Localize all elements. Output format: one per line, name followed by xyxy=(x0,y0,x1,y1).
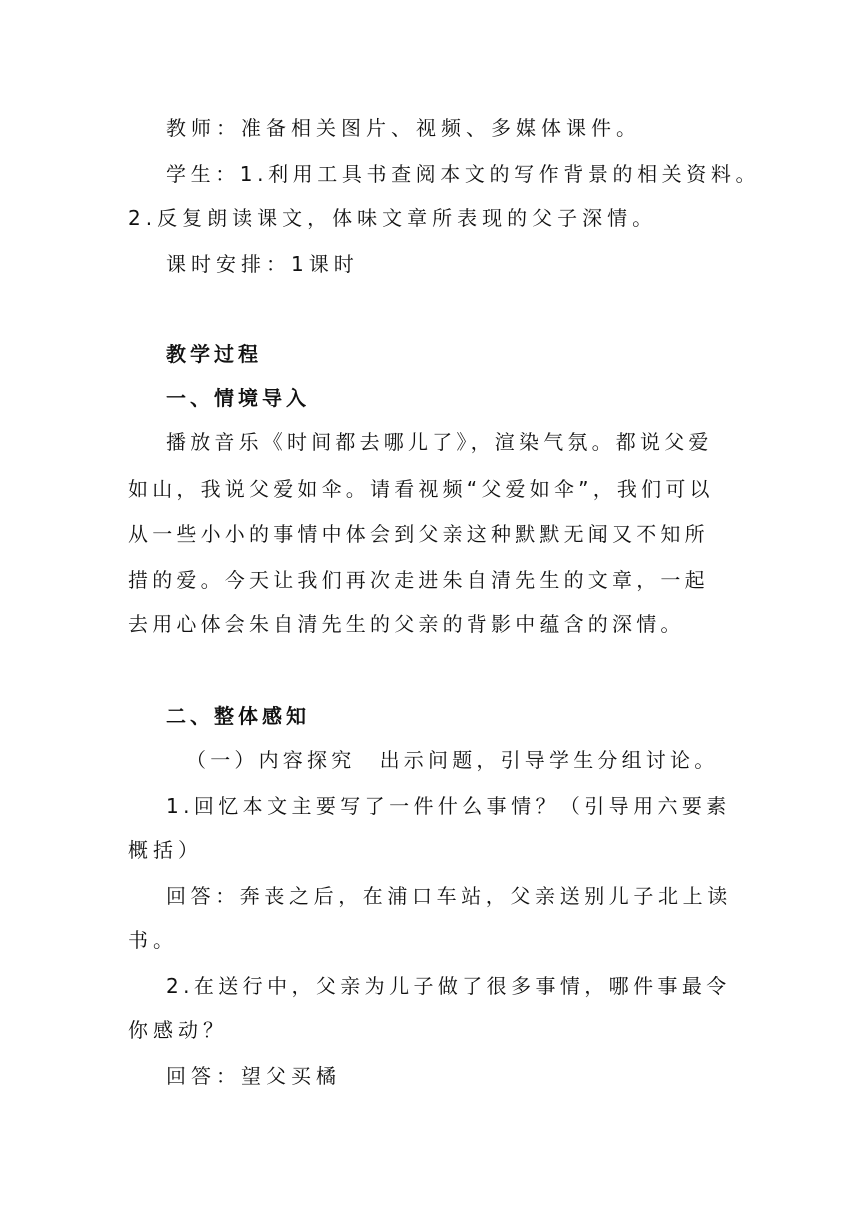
part1-paragraph-line-4: 措的爱。今天让我们再次走进朱自清先生的文章，一起 xyxy=(128,568,709,592)
part1-paragraph-line-1: 播放音乐《时间都去哪儿了》，渲染气氛。都说父爱 xyxy=(166,430,713,454)
part2-subheading: （一）内容探究 出示问题，引导学生分组讨论。 xyxy=(186,748,719,772)
part1-paragraph-line-2: 如山，我说父爱如伞。请看视频“父爱如伞”，我们可以 xyxy=(128,477,714,501)
prep-teacher: 教师：准备相关图片、视频、多媒体课件。 xyxy=(166,116,641,140)
answer-2-line-1: 回答：望父买橘 xyxy=(166,1064,341,1088)
part1-paragraph-line-5: 去用心体会朱自清先生的父亲的背影中蕴含的深情。 xyxy=(128,612,685,636)
part1-heading: 一、情境导入 xyxy=(166,386,310,410)
question-2-line-1: 2.在送行中，父亲为儿子做了很多事情，哪件事最令 xyxy=(166,974,731,998)
prep-student-line-1: 学生：1.利用工具书查阅本文的写作背景的相关资料。 xyxy=(166,162,761,186)
answer-1-line-2: 书。 xyxy=(128,928,178,952)
question-2-line-2: 你感动？ xyxy=(128,1018,228,1042)
part2-heading: 二、整体感知 xyxy=(166,704,310,728)
schedule: 课时安排：1课时 xyxy=(166,252,359,276)
question-1-line-1: 1.回忆本文主要写了一件什么事情？（引导用六要素 xyxy=(166,794,731,818)
part1-paragraph-line-3: 从一些小小的事情中体会到父亲这种默默无闻又不知所 xyxy=(128,522,709,546)
question-1-line-2: 概括） xyxy=(128,838,203,862)
answer-1-line-1: 回答：奔丧之后，在浦口车站，父亲送别儿子北上读 xyxy=(166,884,732,908)
section-title: 教学过程 xyxy=(166,342,262,366)
prep-student-line-2: 2.反复朗读课文，体味文章所表现的父子深情。 xyxy=(128,206,658,230)
